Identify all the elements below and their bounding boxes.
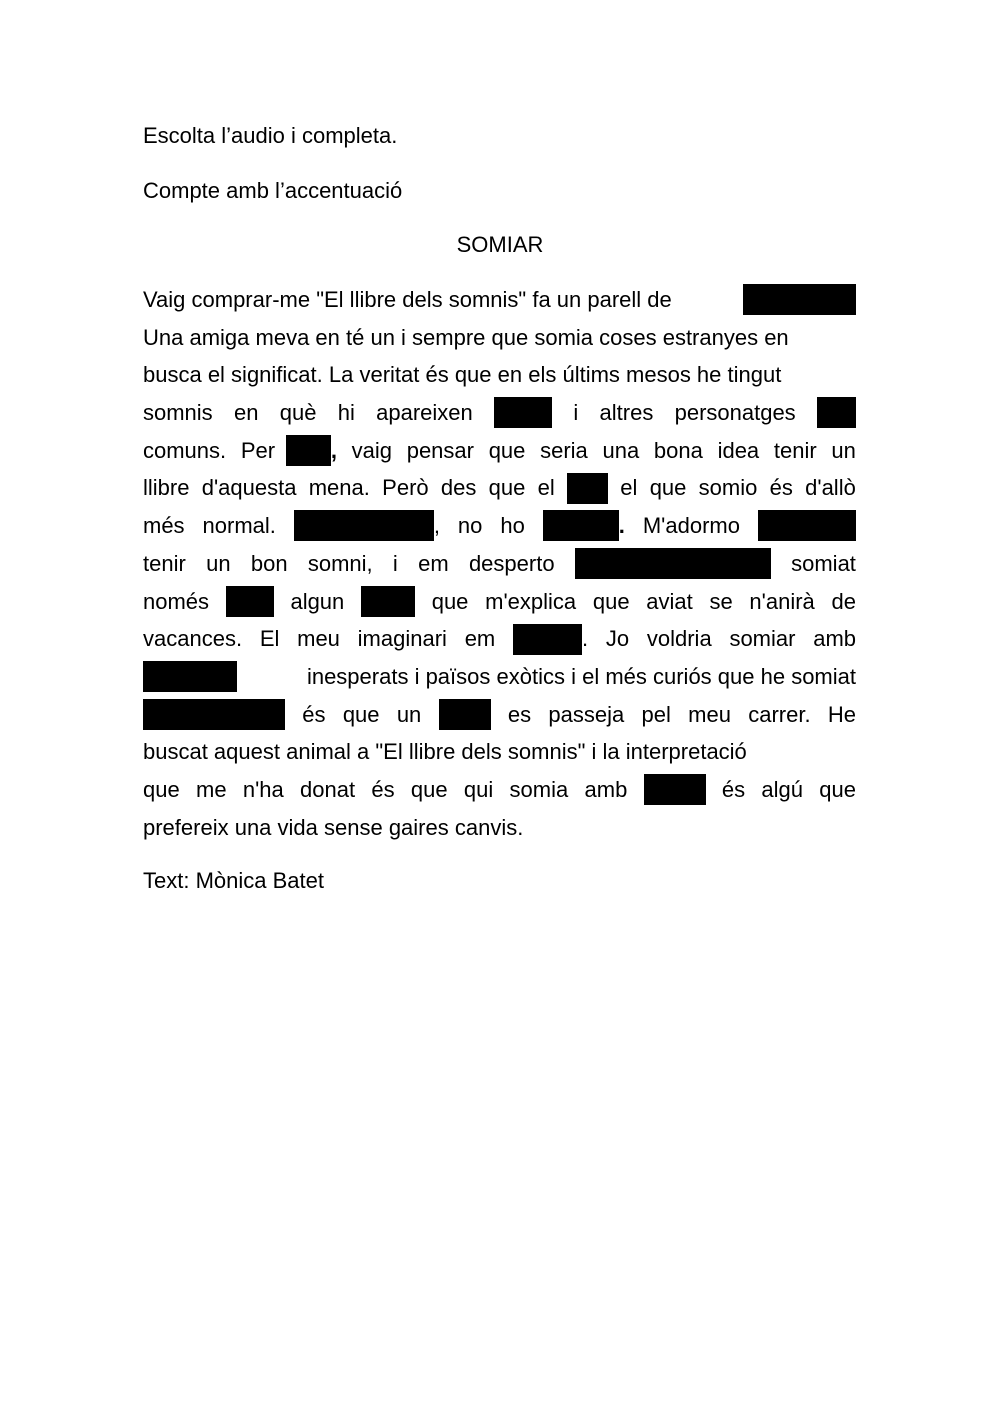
answer-input-11[interactable] xyxy=(361,586,415,617)
paragraph-line xyxy=(143,809,856,847)
word: un xyxy=(831,437,856,463)
answer-blank-8[interactable] xyxy=(758,510,856,541)
answer-blank-10[interactable] xyxy=(226,586,274,617)
word: n'anirà xyxy=(749,588,815,614)
word: què xyxy=(279,400,317,426)
word: que xyxy=(410,776,448,802)
word: somnis xyxy=(143,400,213,426)
word: i xyxy=(573,400,579,426)
word: que xyxy=(592,588,630,614)
answer-blank-1[interactable] xyxy=(743,284,856,315)
answer-blank-12[interactable] xyxy=(513,624,582,655)
word: tenir xyxy=(143,550,186,576)
word: El xyxy=(259,626,280,652)
word: passeja xyxy=(548,701,625,727)
text-fragment: buscat aquest animal a "El llibre dels somnis" i la interpretació xyxy=(143,739,747,765)
period-mark: . xyxy=(582,626,589,652)
comma-mark: , xyxy=(330,437,337,463)
answer-input-13[interactable] xyxy=(143,661,237,692)
word: desperto xyxy=(468,550,555,576)
word: bon xyxy=(250,550,288,576)
word: idea xyxy=(717,437,760,463)
word: somiat xyxy=(791,550,856,576)
period-mark: . xyxy=(618,513,625,539)
word: un xyxy=(396,701,422,727)
text-fragment: Una amiga meva en té un i sempre que somia coses estranyes en xyxy=(143,324,789,350)
word: altres xyxy=(599,400,654,426)
word: algú xyxy=(761,776,803,802)
word: que xyxy=(143,776,180,802)
paragraph-line xyxy=(143,319,856,357)
word: em xyxy=(464,626,496,652)
word: meu xyxy=(688,701,731,727)
text-fragment: busca el significat. La veritat és que en els últims mesos he tingut xyxy=(143,362,782,388)
answer-blank-2[interactable] xyxy=(494,397,552,428)
word: més xyxy=(143,513,185,539)
word: pensar xyxy=(406,437,474,463)
word: aviat xyxy=(646,588,693,614)
word: que xyxy=(342,701,380,727)
word: només xyxy=(143,588,210,614)
word: d'allò xyxy=(805,475,856,501)
word: somni, xyxy=(307,550,373,576)
word: és xyxy=(371,776,395,802)
answer-blank-3[interactable] xyxy=(817,397,856,428)
word: amb xyxy=(813,626,856,652)
text-fragment: prefereix una vida sense gaires canvis. xyxy=(143,814,524,840)
word: personatges xyxy=(674,400,796,426)
page-title: SOMIAR xyxy=(456,232,544,257)
word: ho xyxy=(500,513,525,539)
word: m'explica xyxy=(485,588,577,614)
answer-blank-4[interactable] xyxy=(286,435,331,466)
word: d'aquesta xyxy=(201,475,297,501)
answer-input-15[interactable] xyxy=(439,699,491,730)
word: de xyxy=(831,588,856,614)
answer-input-16[interactable] xyxy=(644,774,706,805)
paragraph-line xyxy=(143,432,856,470)
word: seria xyxy=(540,437,588,463)
word: un xyxy=(206,550,231,576)
word: mena. xyxy=(308,475,370,501)
word: somio xyxy=(698,475,758,501)
word: algun xyxy=(290,588,345,614)
answer-blank-16[interactable] xyxy=(644,774,706,805)
word: Per xyxy=(240,437,276,463)
word: imaginari xyxy=(357,626,447,652)
word: és xyxy=(769,475,793,501)
paragraph-line xyxy=(143,620,856,658)
answer-blank-5[interactable] xyxy=(567,473,608,504)
paragraph-line xyxy=(143,394,856,432)
word: que xyxy=(488,437,526,463)
comma-mark: , xyxy=(433,513,440,539)
word: és xyxy=(721,776,746,802)
word: voldria xyxy=(646,626,712,652)
word: me xyxy=(196,776,227,802)
answer-input-2[interactable] xyxy=(494,397,552,428)
word: es xyxy=(507,701,532,727)
word: bona xyxy=(653,437,703,463)
word: hi xyxy=(337,400,355,426)
cloze-paragraph xyxy=(143,281,856,846)
answer-input-1[interactable] xyxy=(743,284,856,315)
word: és xyxy=(302,701,326,727)
paragraph-line xyxy=(143,658,856,696)
word: que xyxy=(819,776,856,802)
word: el xyxy=(620,475,638,501)
answer-input-10[interactable] xyxy=(226,586,274,617)
word: He xyxy=(827,701,856,727)
paragraph-line xyxy=(143,733,856,771)
word: llibre xyxy=(143,475,190,501)
word: que xyxy=(431,588,469,614)
instruction-listen: Escolta l’audio i completa. xyxy=(143,123,398,148)
paragraph-line xyxy=(143,507,856,545)
word: Jo xyxy=(605,626,630,652)
paragraph-line xyxy=(143,281,856,319)
word: qui xyxy=(463,776,494,802)
text-fragment: inesperats i països exòtics i el més curiós que he somiat xyxy=(306,663,856,689)
word: vacances. xyxy=(143,626,243,652)
word: des xyxy=(440,475,477,501)
word: donat xyxy=(300,776,356,802)
word: vaig xyxy=(351,437,392,463)
word: amb xyxy=(584,776,628,802)
word: i xyxy=(392,550,398,576)
word: que xyxy=(649,475,687,501)
word: el xyxy=(537,475,555,501)
answer-blank-11[interactable] xyxy=(361,586,415,617)
answer-blank-15[interactable] xyxy=(439,699,491,730)
word: M'adormo xyxy=(642,513,740,539)
answer-blank-13[interactable] xyxy=(143,661,237,692)
word: se xyxy=(709,588,733,614)
paragraph-line xyxy=(143,469,856,507)
paragraph-line xyxy=(143,696,856,734)
word: Però xyxy=(382,475,429,501)
word: meu xyxy=(297,626,340,652)
answer-input-4[interactable] xyxy=(286,435,331,466)
answer-input-6[interactable] xyxy=(294,510,434,541)
word: apareixen xyxy=(376,400,473,426)
word: n'ha xyxy=(242,776,284,802)
word: somia xyxy=(509,776,569,802)
word: somiar xyxy=(729,626,796,652)
answer-blank-7[interactable] xyxy=(543,510,619,541)
answer-blank-14[interactable] xyxy=(143,699,285,730)
answer-input-12[interactable] xyxy=(513,624,582,655)
answer-input-7[interactable] xyxy=(543,510,619,541)
word: em xyxy=(418,550,449,576)
text-fragment: Vaig comprar-me "El llibre dels somnis" fa un parell de xyxy=(143,287,672,312)
answer-input-8[interactable] xyxy=(758,510,856,541)
author-credit: Text: Mònica Batet xyxy=(143,868,324,893)
word: en xyxy=(233,400,259,426)
word: no xyxy=(457,513,483,539)
instruction-accent: Compte amb l’accentuació xyxy=(143,178,403,203)
answer-input-5[interactable] xyxy=(567,473,608,504)
word: pel xyxy=(641,701,671,727)
paragraph-line xyxy=(143,545,856,583)
answer-blank-9[interactable] xyxy=(575,548,771,579)
answer-input-14[interactable] xyxy=(143,699,285,730)
paragraph-line xyxy=(143,356,856,394)
word: carrer. xyxy=(748,701,811,727)
word: comuns. xyxy=(143,437,227,463)
answer-input-3[interactable] xyxy=(817,397,856,428)
word: tenir xyxy=(773,437,817,463)
word: normal. xyxy=(202,513,276,539)
paragraph-line xyxy=(143,771,856,809)
answer-blank-6[interactable] xyxy=(294,510,434,541)
word: que xyxy=(488,475,526,501)
paragraph-line xyxy=(143,583,856,621)
word: una xyxy=(602,437,640,463)
answer-input-9[interactable] xyxy=(575,548,771,579)
